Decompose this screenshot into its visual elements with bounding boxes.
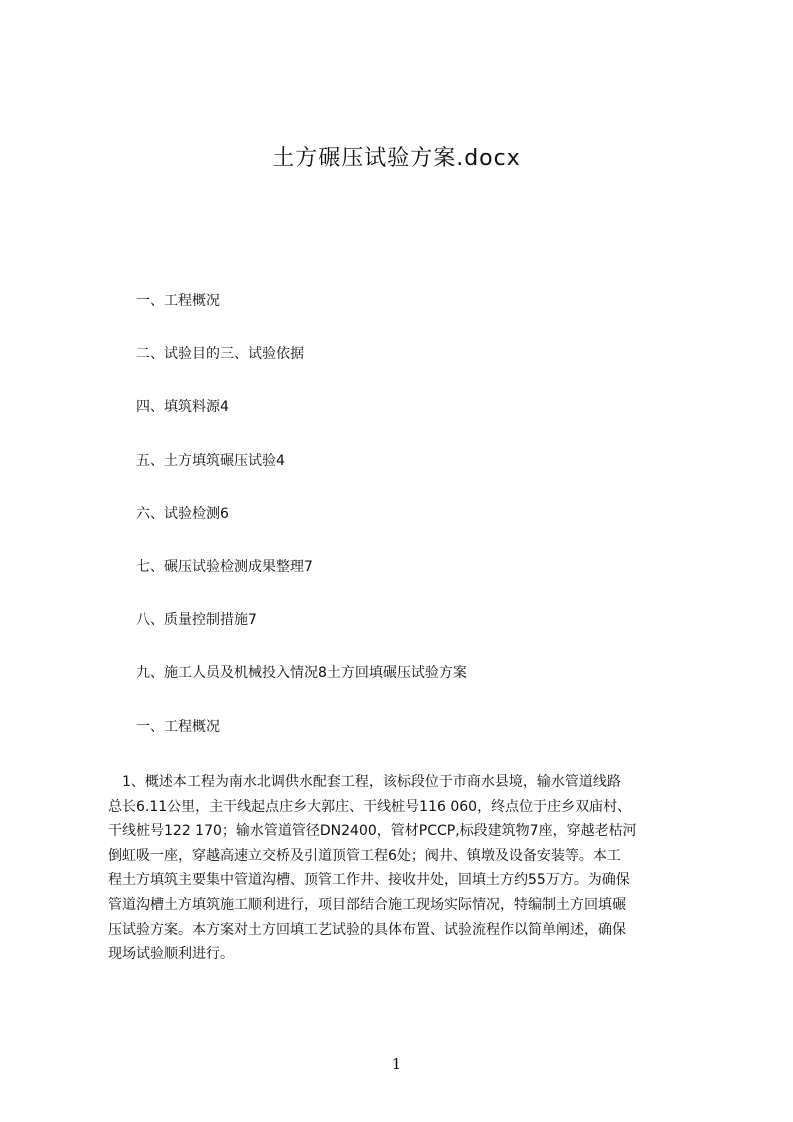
- document-title: 土方碾压试验方案.docx: [272, 146, 521, 171]
- toc-item: 二、试验目的三、试验依据: [136, 346, 304, 362]
- paragraph-line: 1、概述本工程为南水北调供水配套工程，该标段位于市商水县境，输水管道线路: [108, 774, 621, 790]
- toc-item: 七、碾压试验检测成果整理7: [136, 559, 313, 575]
- paragraph-line: 干线桩号122 170；输水管道管径DN2400，管材PCCP,标段建筑物7座，穿越老枯河: [108, 823, 637, 840]
- paragraph-line: 现场试验顺利进行。: [108, 946, 234, 963]
- paragraph-line: 总长6.11公里，主干线起点庄乡大郭庄、干线桩号116 060，终点位于庄乡双庙村、: [108, 798, 632, 815]
- body-paragraph: [108, 770, 700, 967]
- page-number: 1: [391, 1055, 402, 1073]
- toc-item: 一、工程概况: [136, 293, 220, 309]
- paragraph-line: 压试验方案。本方案对土方回填工艺试验的具体布置、试验流程作以简单阐述，确保: [108, 921, 626, 938]
- toc-item: 八、质量控制措施7: [136, 612, 257, 628]
- paragraph-line: 管道沟槽土方填筑施工顺利进行，项目部结合施工现场实际情况，特编制土方回填碾: [108, 896, 626, 913]
- toc-item: 九、施工人员及机械投入情况8土方回填碾压试验方案: [136, 665, 467, 681]
- paragraph-line: 倒虹吸一座，穿越高速立交桥及引道顶管工程6处；阀井、镇墩及设备安装等。本工: [108, 847, 621, 864]
- toc-item: 四、填筑料源4: [136, 399, 229, 415]
- toc-item: 六、试验检测6: [136, 506, 229, 522]
- toc-item: 五、土方填筑碾压试验4: [136, 453, 285, 469]
- section-heading: 一、工程概况: [136, 719, 220, 735]
- paragraph-line: 程土方填筑主要集中管道沟槽、顶管工作井、接收井处，回填土方约55万方。为确保: [108, 872, 630, 889]
